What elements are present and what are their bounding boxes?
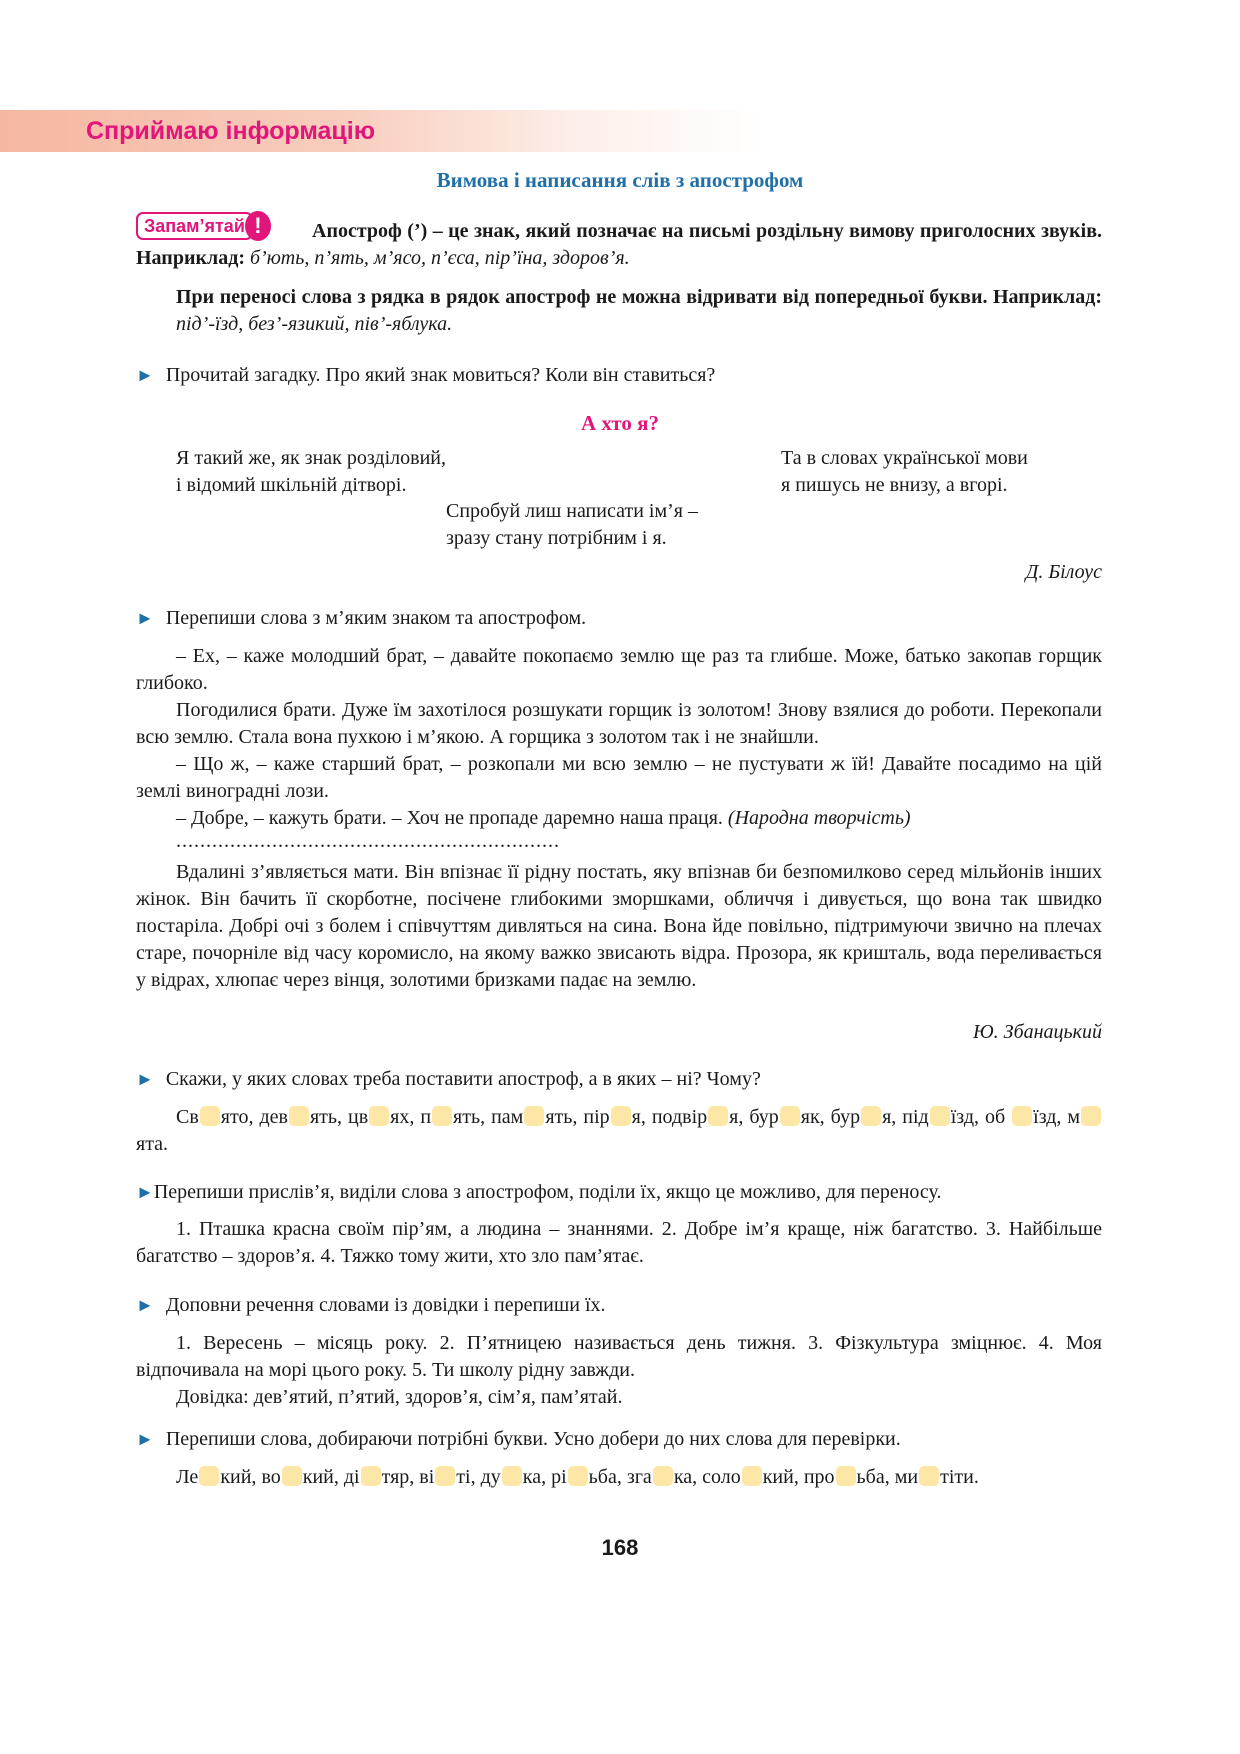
banner-title: Сприймаю інформацію <box>86 117 376 145</box>
blank-box <box>1081 1106 1101 1126</box>
rule2-examples: під’-їзд, без’-язикий, пів’-яблука. <box>176 313 453 335</box>
blank-box <box>653 1466 673 1486</box>
riddle-title: А хто я? <box>580 411 660 435</box>
riddle-author: Д. Білоус <box>1025 561 1102 583</box>
task-text: Перепиши прислів’я, виділи слова з апострофом, поділи їх, якщо це можливо, для переносу. <box>153 1181 942 1203</box>
riddle-right-stanza <box>781 445 1028 499</box>
word-part: пам <box>491 1106 524 1128</box>
word-part: їзд, <box>950 1106 985 1128</box>
word-part: кий, <box>762 1466 804 1488</box>
word-part: дев <box>259 1106 288 1128</box>
word-part: бур <box>749 1106 779 1128</box>
remember-label: Запам’ятай <box>136 212 253 240</box>
word-part: ду <box>480 1466 501 1488</box>
story-paragraph: – Ех, – каже молодший брат, – давайте покопаємо землю ще раз та глибше. Може, батько закопав горщик глибоко. <box>136 645 1102 694</box>
blank-box <box>568 1466 588 1486</box>
rule-transfer <box>176 284 1102 338</box>
word-part: Ле <box>176 1466 199 1488</box>
word-part: пір <box>583 1106 610 1128</box>
task-riddle <box>136 362 715 389</box>
blank-box <box>199 1466 219 1486</box>
word-part: під <box>902 1106 929 1128</box>
rule-apostrophe <box>136 218 1102 272</box>
task-copy-words <box>136 605 586 632</box>
word-part: Св <box>176 1106 199 1128</box>
poem-line: зразу стану потрібним і я. <box>446 527 667 549</box>
story-text: – Добре, – кажуть брати. – Хоч не пропаде даремно наша праця. <box>176 807 723 829</box>
word-part: ьба, <box>856 1466 895 1488</box>
task-text: Прочитай загадку. Про який знак мовиться? Коли він ставиться? <box>165 364 716 386</box>
word-part: ті, <box>456 1466 481 1488</box>
word-part: ми <box>894 1466 919 1488</box>
blank-box <box>502 1466 522 1486</box>
blank-box <box>708 1106 728 1126</box>
arrow-icon: ► <box>136 1295 154 1315</box>
riddle-left-stanza <box>176 445 446 499</box>
blank-box <box>200 1106 220 1126</box>
blank-box <box>289 1106 309 1126</box>
word-part: рі <box>551 1466 567 1488</box>
story-author: Ю. Збанацький <box>973 1021 1102 1043</box>
word-part: цв <box>348 1106 369 1128</box>
poem-line: Спробуй лиш написати ім’я – <box>446 500 698 522</box>
word-part: як, <box>800 1106 831 1128</box>
word-part: їзд, <box>1033 1106 1068 1128</box>
task-text: Скажи, у яких словах треба поставити апостроф, а в яких – ні? Чому? <box>165 1068 761 1090</box>
hint-text: Довідка: дев’ятий, п’ятий, здоров’я, сім’я, пам’ятай. <box>176 1386 623 1408</box>
poem-line: Та в словах української мови <box>781 447 1028 469</box>
word-part: ять, <box>309 1106 348 1128</box>
task-missing-letters <box>136 1426 901 1453</box>
arrow-icon: ► <box>136 365 154 385</box>
story-paragraph: Вдалині з’являється мати. Він впізнає її рідну постать, яку впізнав би безпомилково серед мільйонів інших жінок. Він бачить її скорботне, посічене глибокими зморшками, обличчя і дивується, що вона так швидко постаріла. Добрі очі з болем і співчуттям дивляться на сина. Вона йде повільно, підтримуючи звично на плечах старе, почорніле від часу коромисло, на якому важко звисають відра. Прозора, як кришталь, вода переливається у відрах, хлюпає через вінця, золотими бризками падає на землю. <box>136 861 1102 991</box>
blank-box <box>361 1466 381 1486</box>
blank-box <box>524 1106 544 1126</box>
blank-box <box>742 1466 762 1486</box>
task-complete-sentences <box>136 1292 606 1319</box>
story-paragraph: – Що ж, – каже старший брат, – розкопали ми всю землю – не пустувати ж їй! Давайте посадимо на цій землі виноградні лози. <box>136 753 1102 802</box>
story-paragraph: Погодилися брати. Дуже їм захотілося розшукати горщик із золотом! Знову взялися до роботи. Перекопали всю землю. Стала вона пухкою і м’якою. А горщика з золотом так і не знайшли. <box>136 699 1102 748</box>
word-part: ях, <box>390 1106 421 1128</box>
poem-line: Я такий же, як знак розділовий, <box>176 447 446 469</box>
rule1-text: Апостроф (’) – це знак, який позначає на письмі роздільну вимову приголосних звуків. Наприклад: <box>136 220 1102 269</box>
word-part: об <box>984 1106 1006 1128</box>
blank-box <box>861 1106 881 1126</box>
rule2-text: При переносі слова з рядка в рядок апостроф не можна відривати від попередньої букви. Наприклад: <box>176 286 1102 308</box>
word-part: подвір <box>651 1106 708 1128</box>
blank-box <box>611 1106 631 1126</box>
word-part: я, <box>729 1106 750 1128</box>
poem-line: і відомий шкільній дітворі. <box>176 474 407 496</box>
word-part: ка, <box>522 1466 552 1488</box>
word-part: во <box>261 1466 281 1488</box>
blank-box <box>282 1466 302 1486</box>
word-part: ята. <box>136 1133 169 1155</box>
task-proverbs <box>136 1179 942 1206</box>
word-part: тіти. <box>940 1466 979 1488</box>
word-list-apostrophe <box>136 1104 1102 1158</box>
blank-box <box>1012 1106 1032 1126</box>
word-part: ять, <box>453 1106 492 1128</box>
word-part: кий, <box>220 1466 262 1488</box>
word-list-letters <box>136 1464 1102 1491</box>
word-part: зга <box>626 1466 652 1488</box>
arrow-icon: ► <box>136 1429 154 1449</box>
word-part: ято, <box>220 1106 260 1128</box>
page-number: 168 <box>601 1535 639 1560</box>
blank-box <box>780 1106 800 1126</box>
blank-box <box>432 1106 452 1126</box>
word-part: тяр, <box>381 1466 420 1488</box>
exclamation-icon: ! <box>245 211 271 241</box>
blank-box <box>836 1466 856 1486</box>
arrow-icon: ► <box>136 1182 154 1202</box>
sentences-text: 1. Вересень – місяць року. 2. П’ятницею називається день тижня. 3. Фізкультура зміцнює. 4. Моя відпочивала на морі цього року. 5. Ти школу рідну завжди. <box>136 1332 1102 1381</box>
blank-box <box>930 1106 950 1126</box>
blank-box <box>435 1466 455 1486</box>
word-part: ві <box>419 1466 435 1488</box>
word-part: кий, <box>302 1466 344 1488</box>
word-part: ьба, <box>588 1466 627 1488</box>
section-title: Вимова і написання слів з апострофом <box>436 168 804 192</box>
word-part: м <box>1067 1106 1081 1128</box>
word-part: бур <box>830 1106 861 1128</box>
arrow-icon: ► <box>136 1069 154 1089</box>
task-apostrophe-words <box>136 1066 761 1093</box>
blank-box <box>919 1466 939 1486</box>
word-part: я, <box>882 1106 903 1128</box>
riddle-center-stanza <box>446 498 698 552</box>
word-part: ять, <box>545 1106 584 1128</box>
word-part: я, <box>631 1106 652 1128</box>
dotted-separator: ................................................................ <box>176 830 560 852</box>
rule1-examples: б’ють, п’ять, м’ясо, п’єса, пір’їна, здоров’я. <box>249 247 630 269</box>
word-part: про <box>803 1466 835 1488</box>
proverbs-text: 1. Пташка красна своїм пір’ям, а людина – знаннями. 2. Добре ім’я краще, ніж багатство. 3. Найбільше багатство – здоров’я. 4. Тяжко тому жити, хто зло пам’ятає. <box>136 1218 1102 1267</box>
task-text: Перепиши слова з м’яким знаком та апострофом. <box>165 607 587 629</box>
story-source: (Народна творчість) <box>727 807 911 829</box>
word-part: ка, <box>673 1466 703 1488</box>
word-part: соло <box>702 1466 741 1488</box>
poem-line: я пишусь не внизу, а вгорі. <box>781 474 1008 496</box>
word-part: ді <box>343 1466 360 1488</box>
task-text: Доповни речення словами із довідки і перепиши їх. <box>165 1294 606 1316</box>
word-part: п <box>420 1106 432 1128</box>
task-text: Перепиши слова, добираючи потрібні букви. Усно добери до них слова для перевірки. <box>165 1428 901 1450</box>
blank-box <box>369 1106 389 1126</box>
arrow-icon: ► <box>136 608 154 628</box>
